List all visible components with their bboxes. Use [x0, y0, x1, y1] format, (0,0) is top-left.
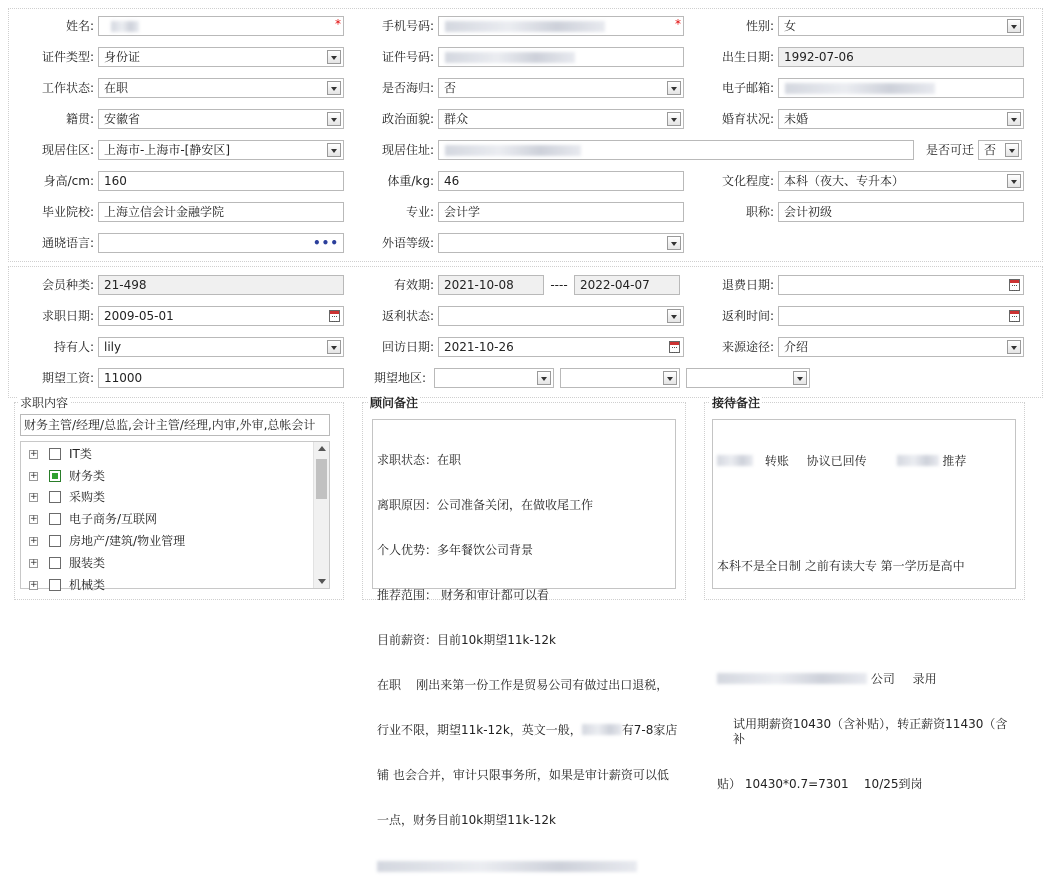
marital-select[interactable] [778, 109, 1024, 129]
gender-value: 女 [784, 19, 797, 33]
calendar-icon[interactable] [1009, 279, 1020, 291]
job-date-value: 2009-05-01 [104, 309, 174, 323]
chevron-down-icon[interactable] [1007, 19, 1021, 33]
name-field[interactable] [98, 16, 344, 36]
chevron-down-icon[interactable] [327, 143, 341, 157]
marital-value: 未婚 [784, 112, 809, 126]
salary-label: 期望工资: [41, 371, 94, 385]
note-text: 公司 [870, 672, 895, 686]
redacted-text [445, 21, 605, 32]
visit-date-label: 回访日期: [381, 340, 434, 354]
foreign-level-select[interactable] [438, 233, 684, 253]
redacted-text [717, 455, 753, 466]
relocate-label: 是否可迁 [925, 143, 974, 157]
returnee-value: 否 [444, 81, 457, 95]
scroll-thumb[interactable] [316, 459, 327, 499]
language-label: 通晓语言: [41, 236, 94, 250]
gender-label: 性别: [745, 19, 774, 33]
weight-label: 体重/kg: [387, 174, 434, 188]
tree-item-label: IT类 [69, 447, 92, 461]
native-place-label: 籍贯: [65, 112, 94, 126]
chevron-down-icon[interactable] [793, 371, 807, 385]
checkbox[interactable] [49, 535, 61, 547]
redacted-text [582, 724, 622, 735]
note-line: 推荐范围： 财务和审计都可以看 [377, 588, 549, 602]
note-line: 铺 也会合并，审计只限事务所，如果是审计薪资可以低 [377, 768, 669, 782]
job-date-label: 求职日期: [41, 309, 94, 323]
professional-title-label: 职称: [745, 205, 774, 219]
note-text: 协议已回传 [806, 454, 867, 468]
redacted-text [377, 861, 637, 872]
reception-notes-textarea[interactable] [712, 419, 1016, 791]
rebate-status-label: 返利状态: [381, 309, 434, 323]
redacted-text [785, 83, 935, 94]
spacer [717, 499, 1011, 529]
relocate-value: 否 [984, 143, 997, 157]
school-value: 上海立信会计金融学院 [104, 205, 225, 219]
birth-date-label: 出生日期: [721, 50, 774, 64]
required-asterisk-icon: * [335, 17, 341, 31]
source-value: 介绍 [784, 340, 809, 354]
weight-value: 46 [444, 174, 460, 188]
note-line: 在职 刚出来第一份工作是贸易公司有做过出口退税， [377, 678, 669, 692]
name-label: 姓名: [65, 19, 94, 33]
validity-label: 有效期: [393, 278, 434, 292]
education-value: 本科（夜大、专升本） [784, 174, 905, 188]
holder-label: 持有人: [53, 340, 94, 354]
note-text: 有7-8家店 [621, 723, 678, 737]
tree-item-label: 采购类 [69, 490, 106, 504]
chevron-down-icon[interactable] [667, 112, 681, 126]
chevron-down-icon[interactable] [1007, 174, 1021, 188]
education-select[interactable] [778, 171, 1024, 191]
consultant-notes-textarea[interactable] [372, 419, 678, 827]
phone-field[interactable] [438, 16, 684, 36]
scroll-up-icon[interactable] [318, 446, 326, 451]
major-value: 会计学 [444, 205, 481, 219]
validity-separator: ---- [550, 278, 568, 292]
relocate-select[interactable] [978, 140, 1022, 160]
reception-notes-title: 接待备注 [712, 396, 761, 410]
redacted-text [445, 52, 575, 63]
note-text: 推荐 [942, 454, 967, 468]
email-field[interactable] [778, 78, 1024, 98]
job-content-title: 求职内容 [20, 396, 69, 410]
region-province-select[interactable] [434, 368, 554, 388]
current-area-select[interactable] [98, 140, 344, 160]
scroll-down-icon[interactable] [318, 579, 326, 584]
work-status-label: 工作状态: [41, 81, 94, 95]
chevron-down-icon[interactable] [667, 81, 681, 95]
native-place-select[interactable] [98, 109, 344, 129]
political-value: 群众 [444, 112, 469, 126]
political-select[interactable] [438, 109, 684, 129]
source-label: 来源途径: [721, 340, 774, 354]
address-field[interactable] [438, 140, 914, 160]
birth-date-field [778, 47, 1024, 67]
plus-icon[interactable]: + [30, 536, 38, 546]
job-date-field[interactable] [98, 306, 344, 326]
note-line: 试用期薪资10430（含补贴），转正薪资11430（含补 [733, 717, 1008, 746]
checkbox[interactable] [49, 579, 61, 591]
tree-item-label: 服装类 [69, 556, 106, 570]
chevron-down-icon[interactable] [1005, 143, 1019, 157]
chevron-down-icon[interactable] [667, 309, 681, 323]
required-asterisk-icon: * [675, 17, 681, 31]
spacer [717, 604, 1011, 642]
salary-value: 11000 [104, 371, 143, 385]
redacted-text [897, 455, 939, 466]
note-text: 行业不限，期望11k-12k，英文一般， [377, 723, 582, 737]
chevron-down-icon[interactable] [327, 340, 341, 354]
note-line: 个人优势：多年餐饮公司背景 [377, 543, 534, 557]
chevron-down-icon[interactable] [663, 371, 677, 385]
id-type-value: 身份证 [104, 50, 141, 64]
holder-select[interactable] [98, 337, 344, 357]
calendar-icon[interactable] [669, 341, 680, 353]
chevron-down-icon[interactable] [327, 112, 341, 126]
note-line [717, 454, 1011, 469]
redacted-text [717, 673, 867, 684]
height-field[interactable] [98, 171, 344, 191]
political-label: 政治面貌: [381, 112, 434, 126]
rebate-status-select[interactable] [438, 306, 684, 326]
note-line: 一点，财务目前10k期望11k-12k [377, 813, 556, 827]
visit-date-value: 2021-10-26 [444, 340, 514, 354]
region-city-select[interactable] [560, 368, 680, 388]
major-field[interactable] [438, 202, 684, 222]
school-label: 毕业院校: [41, 205, 94, 219]
chevron-down-icon[interactable] [667, 236, 681, 250]
job-content-summary-text: 财务主管/经理/总监,会计主管/经理,内审,外审,总帐会计 [24, 418, 316, 432]
region-label: 期望地区: [373, 371, 426, 385]
work-status-select[interactable] [98, 78, 344, 98]
visit-date-field[interactable] [438, 337, 684, 357]
checkbox[interactable] [49, 513, 61, 525]
region-district-select[interactable] [686, 368, 810, 388]
id-type-label: 证件类型: [41, 50, 94, 64]
professional-title-value: 会计初级 [784, 205, 833, 219]
source-select[interactable] [778, 337, 1024, 357]
returnee-label: 是否海归: [381, 81, 434, 95]
birth-date-value: 1992-07-06 [784, 50, 854, 64]
job-category-tree[interactable] [20, 441, 330, 592]
tree-item-label: 电子商务/互联网 [69, 512, 158, 526]
plus-icon[interactable]: + [30, 471, 38, 481]
id-number-field[interactable] [438, 47, 684, 67]
note-line [377, 858, 671, 873]
id-number-label: 证件号码: [381, 50, 434, 64]
member-type-field [98, 275, 344, 295]
language-field[interactable] [98, 233, 344, 253]
id-type-select[interactable] [98, 47, 344, 67]
returnee-select[interactable] [438, 78, 684, 98]
checkbox[interactable] [49, 448, 61, 460]
note-line: 本科不是全日制 之前有读大专 第一学历是高中 [717, 559, 965, 573]
refund-date-label: 退费日期: [721, 278, 774, 292]
note-line: 求职状态：在职 [377, 453, 462, 467]
major-label: 专业: [405, 205, 434, 219]
address-label: 现居住址: [381, 143, 434, 157]
current-area-label: 现居住区: [41, 143, 94, 157]
plus-icon[interactable]: + [30, 514, 38, 524]
redacted-text [111, 21, 139, 32]
chevron-down-icon[interactable] [1007, 340, 1021, 354]
native-place-value: 安徽省 [104, 112, 141, 126]
marital-label: 婚育状况: [721, 112, 774, 126]
valid-from-field [438, 275, 544, 295]
chevron-down-icon[interactable] [1007, 112, 1021, 126]
professional-title-field[interactable] [778, 202, 1024, 222]
work-status-value: 在职 [104, 81, 129, 95]
chevron-down-icon[interactable] [327, 81, 341, 95]
salary-field[interactable] [98, 368, 344, 388]
note-line: 目前薪资：目前10k期望11k-12k [377, 633, 556, 647]
weight-field[interactable] [438, 171, 684, 191]
calendar-icon[interactable] [1009, 310, 1020, 322]
rebate-time-field[interactable] [778, 306, 1024, 326]
note-text: 转账 [764, 454, 789, 468]
foreign-level-label: 外语等级: [381, 236, 434, 250]
plus-icon[interactable]: + [30, 492, 38, 502]
current-area-value: 上海市-上海市-[静安区] [104, 143, 231, 157]
plus-icon[interactable]: + [30, 449, 38, 459]
valid-to-field [574, 275, 680, 295]
note-line: 贴） 10430*0.7=7301 10/25到岗 [717, 777, 923, 791]
tree-item-label: 房地产/建筑/物业管理 [69, 534, 186, 548]
job-content-summary [20, 414, 330, 436]
note-line [717, 672, 1011, 687]
email-label: 电子邮箱: [721, 81, 774, 95]
plus-icon[interactable]: + [30, 558, 38, 568]
education-label: 文化程度: [721, 174, 774, 188]
member-type-value: 21-498 [104, 278, 147, 292]
valid-to-value: 2022-04-07 [580, 278, 650, 292]
redacted-text [445, 145, 581, 156]
tree-scrollbar[interactable] [313, 442, 329, 588]
member-type-label: 会员种类: [41, 278, 94, 292]
gender-select[interactable] [778, 16, 1024, 36]
rebate-time-label: 返利时间: [721, 309, 774, 323]
checkbox[interactable] [49, 557, 61, 569]
school-field[interactable] [98, 202, 344, 222]
calendar-icon[interactable] [329, 310, 340, 322]
checkbox[interactable] [49, 491, 61, 503]
refund-date-field[interactable] [778, 275, 1024, 295]
note-line [377, 723, 678, 738]
height-label: 身高/cm: [43, 174, 94, 188]
tree-item-label: 机械类 [69, 578, 106, 592]
valid-from-value: 2021-10-08 [444, 278, 514, 292]
consultant-notes-title: 顾问备注 [370, 396, 419, 410]
holder-value: lily [104, 340, 122, 354]
checkbox-checked[interactable] [49, 470, 61, 482]
phone-label: 手机号码: [381, 19, 434, 33]
ellipsis-icon[interactable]: ••• [312, 236, 339, 250]
note-text: 录用 [912, 672, 937, 686]
plus-icon[interactable]: + [30, 580, 38, 590]
height-value: 160 [104, 174, 127, 188]
chevron-down-icon[interactable] [327, 50, 341, 64]
note-line: 离职原因：公司准备关闭，在做收尾工作 [377, 498, 594, 512]
chevron-down-icon[interactable] [537, 371, 551, 385]
tree-item-label: 财务类 [69, 469, 106, 483]
